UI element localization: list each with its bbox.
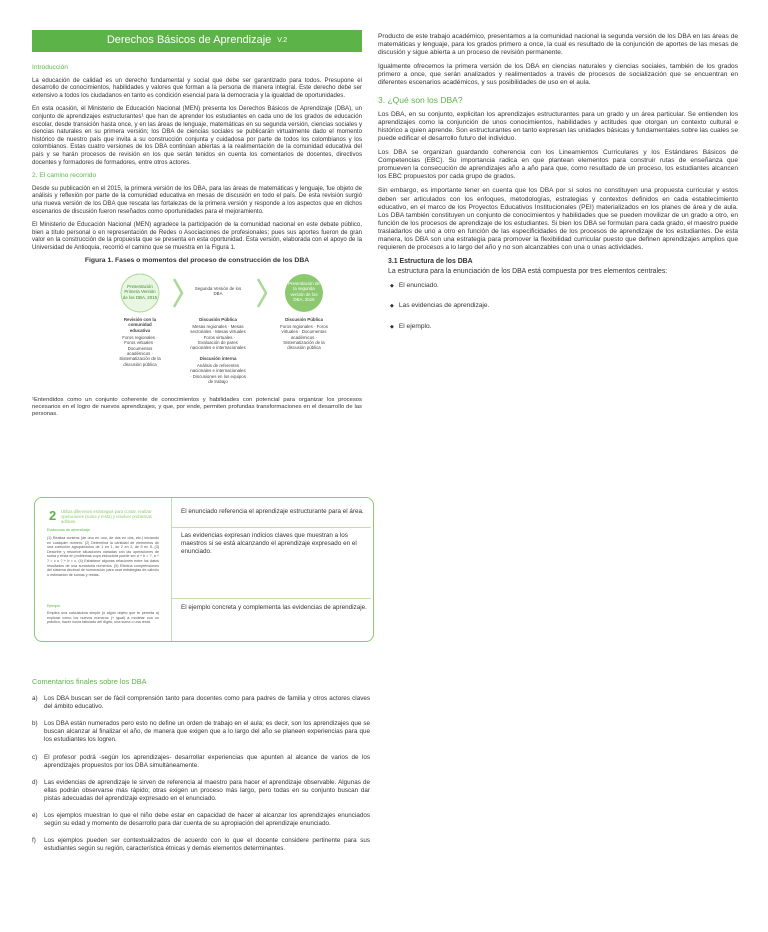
evidencias-description: Las evidencias expresan indicios claves que muestran a los maestros si se está alcanzando el aprendizaje expresado en el enunciado. xyxy=(181,532,357,555)
list-item xyxy=(32,695,370,711)
right-paragraph-2: Igualmente ofrecemos la primera versión de los DBA en ciencias naturales y ciencias sociales, también de los grados primero a once, que serán analizados y realimentados a través de procesos de socialización que se encuentran en diferentes escenarios académicos, y sus posibilidades de uso en el aula. xyxy=(378,63,738,87)
arrow-icon xyxy=(258,279,266,307)
figure-title: Figura 1. Fases o momentos del proceso de construcción de los DBA xyxy=(84,257,310,265)
title-banner xyxy=(32,30,362,52)
right-column xyxy=(378,33,738,343)
card-number: 2 xyxy=(49,508,57,523)
item-letter: f) xyxy=(32,837,36,845)
que-son-heading: 3. ¿Qué son los DBA? xyxy=(378,94,463,105)
item-text: Los ejemplos muestran lo que el niño debe estar en capacidad de hacer al alcanzar los aprendizajes enunciados según su edad y momento de desarrollo para dar cuenta de su apropiación del aprendizaje enunciado. xyxy=(44,812,370,828)
col1-title: Revisión con la comunidad educativa xyxy=(123,317,157,333)
estructura-list xyxy=(390,282,738,330)
final-comments xyxy=(32,672,370,862)
list-item xyxy=(32,779,370,803)
list-item: ◆ El ejemplo. xyxy=(390,323,738,331)
camino-paragraph-1: Desde su publicación en el 2015, la primera versión de los DBA, para las áreas de matemáticas y lenguaje, fue objeto de análisis y reflexión por parte de la comunidad educativa en mesas de discusión en todo el país. De esta revisión surgió una nueva versión de los DBA que rescata las fortalezas de la primera versión y responde a los aspectos que en dichos escenarios de discusión fueron reseñados como oportunidades para el mejoramiento. xyxy=(32,184,362,215)
process-figure xyxy=(32,271,362,391)
card-evidencias-label: Evidencias de aprendizaje xyxy=(47,528,91,532)
col3-title: Discusión Pública xyxy=(285,317,323,323)
item-letter: c) xyxy=(32,753,38,761)
intro-heading: Introducción xyxy=(32,64,68,71)
banner-title: Derechos Básicos de Aprendizaje xyxy=(106,34,272,47)
banner-version: V.2 xyxy=(277,37,288,45)
divider xyxy=(171,527,371,528)
phase-3-label: Presentación de la segunda versión de los DBA, 2016 xyxy=(288,281,320,302)
phase-1-label: Presentación Primera Versión de los DBA, 2015 xyxy=(122,284,158,300)
col2b-body: Análisis de referentes nacionales e internacionales · Discusiones en los equipos de trabajo xyxy=(190,363,246,384)
right-paragraph-1: Producto de este trabajo académico, presentamos a la comunidad nacional la segunda versión de los DBA en las áreas de matemáticas y lenguaje, para los grados primero a once, la cual es resultado de la conjunción de aportes de las mesas de discusión y sigue abierta a un proceso de revisión permanente. xyxy=(378,33,738,57)
list-item: ◆ El enunciado. xyxy=(390,282,738,290)
item-letter: d) xyxy=(32,778,38,786)
ejemplo-description: El ejemplo concreta y complementa las evidencias de aprendizaje. xyxy=(181,604,367,611)
item-text: El profesor podrá -según los aprendizajes- desarrollar experiencias que apunten al alcance de varios de los aprendizajes propuestos por los DBA simultáneamente. xyxy=(44,753,370,769)
col3-body: Foros regionales · Foros virtuales · Documentos académicos · Sistematización de la discusión pública xyxy=(280,324,328,351)
dba-example-card xyxy=(34,497,374,642)
estructura-heading: 3.1 Estructura de los DBA xyxy=(388,258,473,266)
right-paragraph-3: Los DBA, en su conjunto, explicitan los aprendizajes estructurantes para un grado y un área particular. Se entienden los aprendizajes como la conjunción de unos conocimientos, habilidades y actitudes que otorgan un contexto cultural e histórico a quien aprende. Son estructurantes en tanto expresan las unidades básicas y fundamentales sobre las cuales se puede edificar el desarrollo futuro del individuo. xyxy=(378,110,738,142)
intro-paragraph-2: En esta ocasión, el Ministerio de Educación Nacional (MEN) presenta los Derechos Básicos de Aprendizaje (DBA), un conjunto de aprendizajes estructurantes¹ que han de aprender los estudiantes en cada uno de los grados de educación escolar, desde transición hasta once, y en las áreas de lenguaje, matemáticas en su segunda versión, ciencias sociales y ciencias naturales en su primera versión; los DBA de ciencias sociales se publicarán virtualmente dado el momento histórico de nuestro país que invita a su construcción conjunta y cuidadosa por parte de todos los colombianos y los colombianos. Estas cuatro versiones de los DBA continúan abiertas a la realimentación de la comunidad educativa del país y se harán procesos de revisión en los que serán tenidos en cuenta los comentarios de docentes, directivos docentes y formadores de formadores, entre otros actores. xyxy=(32,105,362,166)
phase-2-label: Segunda Versión de los DBA xyxy=(194,286,242,297)
list-item: ◆ Las evidencias de aprendizaje. xyxy=(390,302,738,310)
divider xyxy=(171,598,371,599)
card-ejemplo-label: Ejemplo xyxy=(47,604,61,608)
col1-body: Foros regionales · Foros virtuales · Documentos académicos · Sistematización de la discusión pública xyxy=(119,335,161,367)
card-evidencias-text: (1) Realiza conteos (de uno en uno, de dos en dos, etc.) iniciando en cualquier número. (2) Determina la cantidad de elementos de una colección agrupándolos de 1 en 1, de 2 en 2, de 5 en 5. (3) Describe y resuelve situaciones variadas con las operaciones de suma y resta en problemas cuya estructura puede ser a + b = ?, a + ? = c o ? + b = c. (4) Establece algunas relaciones entre los datos resultados de una sumatoria numérica. (5) Efectúa comprensiones del sistema decimal de numeración para usar estrategias de cálculo o estimación de sumas y restas. xyxy=(47,536,159,577)
col2b-title: Discusión interna xyxy=(199,356,237,362)
list-item xyxy=(32,754,370,770)
list-item xyxy=(32,837,370,853)
item-text: Los ejemplos pueden ser contextualizados de acuerdo con lo que el docente considere pertinente para sus estudiantes según su región, característica étnicas y demás elementos determinantes. xyxy=(44,837,370,853)
arrow-icon xyxy=(174,279,182,307)
card-ejemplo-text: Emplea una calculadora simple (o algún objeto que te permita a) explorar cómo los nuevos números (+ igual) a modelar con un práctico, hacer novia tabulado del dígito, una suma o una resta. xyxy=(47,611,159,625)
item-letter: a) xyxy=(32,695,38,703)
card-enunciado-sample: Utiliza diferentes estrategias para contar, realizar operaciones (suma y resta) y resolver problemas aditivos. xyxy=(61,509,152,524)
camino-paragraph-2: El Ministerio de Educación Nacional (MEN) agradece la participación de la comunidad nacional en este debate público, bien a título personal o en representación de Redes o Asociaciones de profesionales; pues sus aportes fueron de gran valor en la construcción de la propuesta que se presenta en esta oportunidad. Esta versión, elaborada con el apoyo de la Universidad de Antioquia, recorrió el camino que se muestra en la Figura 1. xyxy=(32,221,362,251)
enunciado-description: El enunciado referencia el aprendizaje estructurante para el área. xyxy=(181,508,364,515)
footnote: ¹Entendidos como un conjunto coherente de conocimientos y habilidades con potencial para organizar los procesos necesarios en el logro de nuevos aprendizajes, y que, por ende, permiten profundas transformaciones en el desarrollo de las personas. xyxy=(32,397,362,418)
item-letter: e) xyxy=(32,812,38,820)
item-text: Las evidencias de aprendizaje le sirven de referencia al maestro para hacer el aprendizaje observable. Algunas de ellas podrán observarse más rápido; otras exigen un proceso más largo, pero todas en su conjunto buscan dar pistas adecuadas del aprendizaje expresado en el enunciado. xyxy=(44,778,370,802)
final-comments-heading: Comentarios finales sobre los DBA xyxy=(32,677,147,686)
list-item xyxy=(32,812,370,828)
list-item xyxy=(32,720,370,744)
item-text: Los DBA buscan ser de fácil comprensión tanto para docentes como para padres de familia y otros actores claves del ámbito educativo. xyxy=(44,695,370,711)
estructura-intro: La estructura para la enunciación de los DBA está compuesta por tres elementos centrales: xyxy=(388,268,668,276)
right-paragraph-4: Los DBA se organizan guardando coherencia con los Lineamientos Curriculares y los Estándares Básicos de Competencias (EBC). Su importancia radica en que plantean elementos para construir rutas de enseñanza que promueven la consecución de aprendizajes año a año para que, como resultado de un proceso, los estudiantes alcancen los EBC propuestos por cada grupo de grados. xyxy=(378,149,738,181)
item-text: Los DBA están numerados pero esto no define un orden de trabajo en el aula; es decir, son los aprendizajes que se buscan alcanzar al finalizar el año, de manera que exigen que a lo largo del año se planeen experiencias para que los estudiantes los logren. xyxy=(44,720,370,744)
col2-body: Mesas regionales · Mesas sectoriales · Mesas virtuales · Foros virtuales · Evaluación de pares nacionales e internacionales xyxy=(190,324,246,351)
item-letter: b) xyxy=(32,720,38,728)
camino-heading: 2. El camino recorrido xyxy=(32,172,97,180)
intro-paragraph-1: La educación de calidad es un derecho fundamental y social que debe ser garantizado para todos. Presupone el desarrollo de conocimientos, habilidades y valores que forman a la persona de manera integral. Este derecho debe ser extensivo a todos los ciudadanos en tanto es condición esencial para la democracia y la igualdad de oportunidades. xyxy=(32,76,362,99)
left-column xyxy=(32,30,362,419)
card-sample-panel xyxy=(35,498,172,641)
col2-title: Discusión Pública xyxy=(199,317,237,323)
right-paragraph-5: Sin embargo, es importante tener en cuenta que los DBA por sí solos no constituyen una propuesta curricular y estos deben ser articulados con los enfoques, metodologías, estrategias y contextos definidos en cada establecimiento educativo, en el marco de los Proyectos Educativos Institucionales (PEI) materializados en los planes de área y de aula. Los DBA también constituyen un conjunto de conocimientos y habilidades que se pueden movilizar de un grado a otro, en función de los procesos de aprendizaje de los estudiantes. Si bien los DBA se formulan para cada grado, el maestro puede trasladarlos de uno a otro en función de las especificidades de los procesos de aprendizaje de los estudiantes. De esta manera, los DBA son una estrategia para promover la flexibilidad curricular puesto que definen aprendizajes amplios que requieren de procesos a lo largo del año y no son alcanzables con una o unas actividades. xyxy=(378,187,738,252)
